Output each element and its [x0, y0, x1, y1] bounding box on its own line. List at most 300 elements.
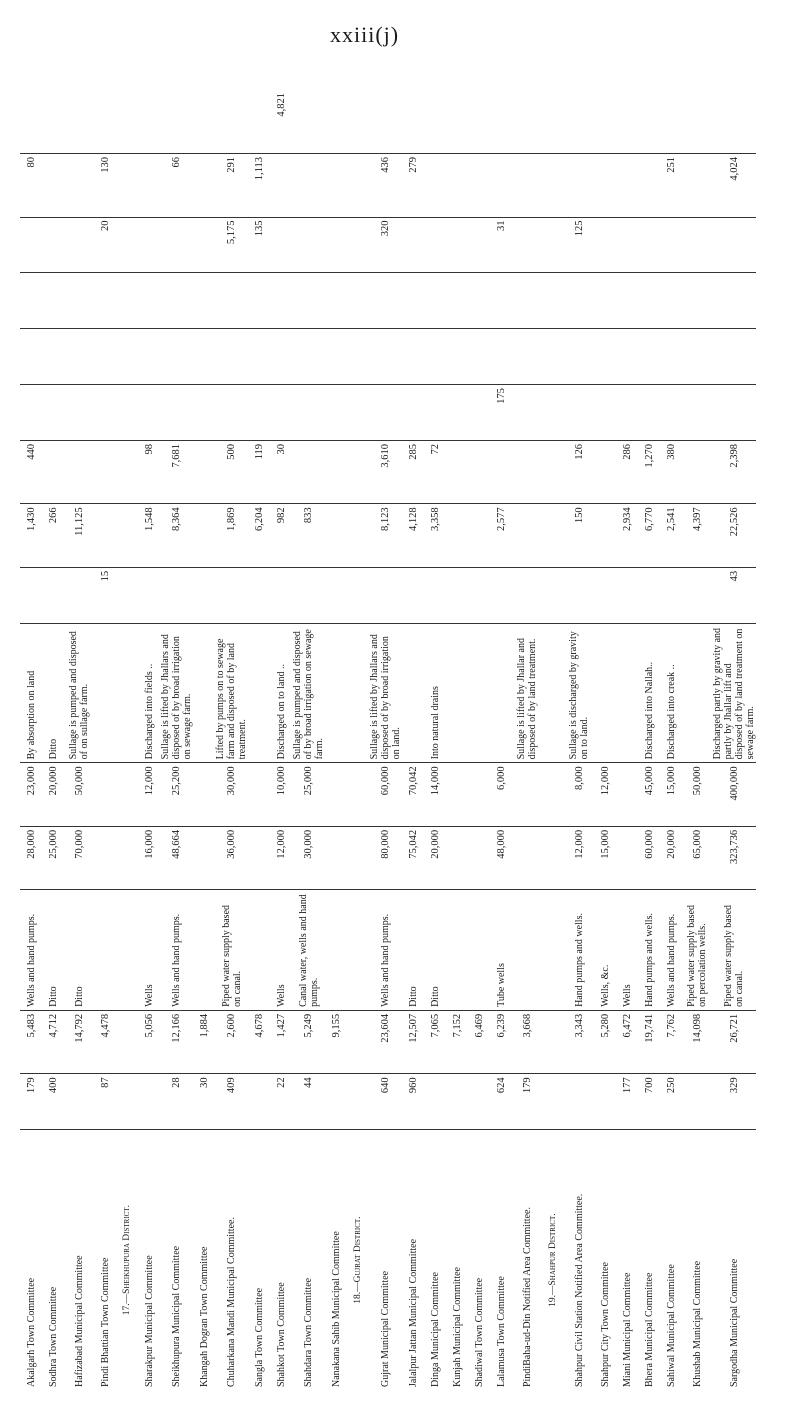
empty-cell	[215, 90, 248, 154]
disposal-method-cell: Sullage is lifted by Jhallar and disposed of by land treatment.	[512, 623, 542, 763]
empty-cell	[594, 1074, 616, 1130]
value-cell: 5,280	[594, 1010, 616, 1073]
committee-name: Chuharkana Mandi Municipal Committee.	[215, 1130, 248, 1390]
water-source-cell: Wells	[138, 890, 160, 1011]
value-cell: 22	[270, 1074, 292, 1130]
value-cell: 700	[638, 1074, 660, 1130]
empty-cell	[138, 90, 160, 154]
empty-cell	[638, 217, 660, 273]
empty-cell	[542, 90, 564, 154]
value-cell: 286	[616, 440, 638, 503]
empty-cell	[542, 329, 564, 385]
value-cell: 30	[193, 1074, 215, 1130]
empty-cell	[193, 329, 215, 385]
value-cell: 2,600	[215, 1010, 248, 1073]
empty-cell	[638, 154, 660, 217]
empty-cell	[682, 1074, 712, 1130]
value-cell: 6,472	[616, 1010, 638, 1073]
empty-cell	[270, 154, 292, 217]
value-cell: 291	[215, 154, 248, 217]
table-row	[270, 90, 292, 1390]
empty-cell	[64, 440, 94, 503]
table-row	[616, 90, 638, 1390]
empty-cell	[160, 90, 193, 154]
empty-cell	[94, 329, 116, 385]
value-cell: 150	[564, 504, 594, 567]
empty-cell	[512, 440, 542, 503]
empty-cell	[292, 217, 325, 273]
empty-cell	[20, 273, 42, 329]
empty-cell	[468, 890, 490, 1011]
value-cell: 4,678	[248, 1010, 270, 1073]
value-cell: 126	[564, 440, 594, 503]
value-cell: 833	[292, 504, 325, 567]
empty-cell	[160, 329, 193, 385]
empty-cell	[446, 623, 468, 763]
empty-cell	[116, 826, 138, 889]
empty-cell	[193, 154, 215, 217]
empty-cell	[468, 385, 490, 441]
empty-cell	[325, 826, 347, 889]
table-row	[512, 90, 542, 1390]
empty-cell	[446, 273, 468, 329]
value-cell: 1,427	[270, 1010, 292, 1073]
empty-cell	[616, 90, 638, 154]
empty-cell	[292, 90, 325, 154]
value-cell: 10,000	[270, 763, 292, 826]
committee-name: Sheikhupura Municipal Committee	[160, 1130, 193, 1390]
water-source-cell: Wells	[616, 890, 638, 1011]
district-heading: 17.—Sheikhupura District.	[116, 1130, 138, 1390]
empty-cell	[347, 826, 369, 889]
table-row	[292, 90, 325, 1390]
empty-cell	[616, 763, 638, 826]
table-body	[20, 90, 756, 1390]
empty-cell	[446, 1074, 468, 1130]
empty-cell	[193, 567, 215, 623]
empty-cell	[325, 385, 347, 441]
empty-cell	[116, 154, 138, 217]
value-cell: 45,000	[638, 763, 660, 826]
empty-cell	[594, 567, 616, 623]
empty-cell	[94, 273, 116, 329]
municipal-sanitation-table	[20, 90, 756, 1390]
empty-cell	[682, 567, 712, 623]
committee-name: Shahkot Town Committee	[270, 1130, 292, 1390]
empty-cell	[542, 1010, 564, 1073]
value-cell: 12,000	[594, 763, 616, 826]
empty-cell	[116, 385, 138, 441]
committee-name: Shahdara Town Committee	[292, 1130, 325, 1390]
empty-cell	[682, 273, 712, 329]
empty-cell	[325, 440, 347, 503]
table-row	[660, 90, 682, 1390]
value-cell: 8,364	[160, 504, 193, 567]
value-cell: 500	[215, 440, 248, 503]
empty-cell	[325, 567, 347, 623]
empty-cell	[347, 1010, 369, 1073]
value-cell: 130	[94, 154, 116, 217]
committee-name: Sahiwal Municipal Committee	[660, 1130, 682, 1390]
value-cell: 400,000	[712, 763, 756, 826]
empty-cell	[138, 567, 160, 623]
value-cell: 3,343	[564, 1010, 594, 1073]
empty-cell	[20, 217, 42, 273]
value-cell: 14,000	[424, 763, 446, 826]
empty-cell	[542, 567, 564, 623]
value-cell: 70,000	[64, 826, 94, 889]
empty-cell	[325, 217, 347, 273]
empty-cell	[594, 440, 616, 503]
empty-cell	[94, 623, 116, 763]
empty-cell	[542, 1074, 564, 1130]
empty-cell	[42, 273, 64, 329]
value-cell: 14,792	[64, 1010, 94, 1073]
empty-cell	[116, 440, 138, 503]
value-cell: 1,270	[638, 440, 660, 503]
water-source-cell: Hand pumps and wells.	[638, 890, 660, 1011]
empty-cell	[248, 567, 270, 623]
value-cell: 65,000	[682, 826, 712, 889]
empty-cell	[193, 504, 215, 567]
empty-cell	[424, 90, 446, 154]
empty-cell	[468, 623, 490, 763]
water-source-cell: Ditto	[402, 890, 424, 1011]
table-row	[564, 90, 594, 1390]
empty-cell	[64, 90, 94, 154]
empty-cell	[64, 217, 94, 273]
empty-cell	[712, 90, 756, 154]
value-cell: 982	[270, 504, 292, 567]
empty-cell	[347, 217, 369, 273]
empty-cell	[594, 273, 616, 329]
empty-cell	[116, 90, 138, 154]
empty-cell	[616, 273, 638, 329]
empty-cell	[193, 763, 215, 826]
empty-cell	[616, 826, 638, 889]
value-cell: 43	[712, 567, 756, 623]
value-cell: 8,000	[564, 763, 594, 826]
empty-cell	[215, 329, 248, 385]
empty-cell	[193, 273, 215, 329]
empty-cell	[490, 90, 512, 154]
disposal-method-cell: By absorption on land	[20, 623, 42, 763]
disposal-method-cell: Into natural drains	[424, 623, 446, 763]
value-cell: 380	[660, 440, 682, 503]
water-source-cell: Hand pumps and wells.	[564, 890, 594, 1011]
empty-cell	[347, 567, 369, 623]
empty-cell	[660, 329, 682, 385]
empty-cell	[402, 329, 424, 385]
empty-cell	[248, 890, 270, 1011]
value-cell: 36,000	[215, 826, 248, 889]
value-cell: 4,712	[42, 1010, 64, 1073]
committee-name: Sodhra Town Committee	[42, 1130, 64, 1390]
value-cell: 60,000	[369, 763, 402, 826]
empty-cell	[638, 567, 660, 623]
table-row	[490, 90, 512, 1390]
empty-cell	[347, 504, 369, 567]
value-cell: 1,884	[193, 1010, 215, 1073]
empty-cell	[42, 154, 64, 217]
empty-cell	[682, 217, 712, 273]
value-cell: 7,065	[424, 1010, 446, 1073]
table-row	[215, 90, 248, 1390]
empty-cell	[542, 154, 564, 217]
empty-cell	[116, 763, 138, 826]
water-source-cell: Tube wells	[490, 890, 512, 1011]
empty-cell	[638, 273, 660, 329]
empty-cell	[616, 385, 638, 441]
empty-cell	[292, 440, 325, 503]
water-source-cell: Piped water supply based on canal.	[712, 890, 756, 1011]
empty-cell	[347, 623, 369, 763]
empty-cell	[424, 329, 446, 385]
water-source-cell: Wells	[270, 890, 292, 1011]
value-cell: 66	[160, 154, 193, 217]
empty-cell	[446, 504, 468, 567]
table-row	[468, 90, 490, 1390]
value-cell: 440	[20, 440, 42, 503]
value-cell: 19,741	[638, 1010, 660, 1073]
empty-cell	[468, 567, 490, 623]
committee-name: Shahpur City Town Committee	[594, 1130, 616, 1390]
value-cell: 30,000	[292, 826, 325, 889]
table-row	[193, 90, 215, 1390]
empty-cell	[682, 623, 712, 763]
empty-cell	[446, 440, 468, 503]
value-cell: 175	[490, 385, 512, 441]
value-cell: 329	[712, 1074, 756, 1130]
empty-cell	[564, 90, 594, 154]
value-cell: 4,128	[402, 504, 424, 567]
value-cell: 251	[660, 154, 682, 217]
empty-cell	[64, 273, 94, 329]
value-cell: 3,610	[369, 440, 402, 503]
empty-cell	[94, 763, 116, 826]
empty-cell	[116, 623, 138, 763]
empty-cell	[193, 90, 215, 154]
empty-cell	[638, 90, 660, 154]
empty-cell	[347, 154, 369, 217]
committee-name: PindiBaha-ud-Din Notified Area Committee.	[512, 1130, 542, 1390]
disposal-method-cell: Sullage is pumped and disposed of by broad irrigation on sewage farm.	[292, 623, 325, 763]
empty-cell	[616, 329, 638, 385]
committee-name: Dinga Municipal Committee	[424, 1130, 446, 1390]
value-cell: 1,548	[138, 504, 160, 567]
table-row	[682, 90, 712, 1390]
empty-cell	[638, 385, 660, 441]
empty-cell	[512, 826, 542, 889]
value-cell: 177	[616, 1074, 638, 1130]
committee-name: Shahpur Civil Station Notified Area Committee.	[564, 1130, 594, 1390]
empty-cell	[660, 385, 682, 441]
value-cell: 12,166	[160, 1010, 193, 1073]
empty-cell	[270, 567, 292, 623]
value-cell: 409	[215, 1074, 248, 1130]
empty-cell	[347, 890, 369, 1011]
empty-cell	[468, 504, 490, 567]
value-cell: 72	[424, 440, 446, 503]
empty-cell	[248, 623, 270, 763]
document-page	[0, 90, 800, 1400]
value-cell: 12,507	[402, 1010, 424, 1073]
committee-name: Shadiwal Town Committee	[468, 1130, 490, 1390]
value-cell: 5,175	[215, 217, 248, 273]
empty-cell	[616, 567, 638, 623]
table-row	[594, 90, 616, 1390]
table-row	[638, 90, 660, 1390]
value-cell: 266	[42, 504, 64, 567]
value-cell: 30	[270, 440, 292, 503]
empty-cell	[682, 90, 712, 154]
empty-cell	[512, 90, 542, 154]
value-cell: 15,000	[594, 826, 616, 889]
empty-cell	[42, 329, 64, 385]
table-row	[248, 90, 270, 1390]
empty-cell	[193, 623, 215, 763]
value-cell: 2,541	[660, 504, 682, 567]
empty-cell	[402, 623, 424, 763]
value-cell: 7,762	[660, 1010, 682, 1073]
value-cell: 28,000	[20, 826, 42, 889]
empty-cell	[402, 90, 424, 154]
water-source-cell: Wells and hand pumps.	[369, 890, 402, 1011]
empty-cell	[660, 90, 682, 154]
empty-cell	[542, 763, 564, 826]
empty-cell	[594, 329, 616, 385]
empty-cell	[248, 826, 270, 889]
district-heading: 18.—Gujrat District.	[347, 1130, 369, 1390]
empty-cell	[292, 154, 325, 217]
empty-cell	[468, 440, 490, 503]
value-cell: 98	[138, 440, 160, 503]
value-cell: 624	[490, 1074, 512, 1130]
value-cell: 3,358	[424, 504, 446, 567]
value-cell: 4,397	[682, 504, 712, 567]
value-cell: 14,098	[682, 1010, 712, 1073]
empty-cell	[446, 385, 468, 441]
table-row	[446, 90, 468, 1390]
empty-cell	[193, 826, 215, 889]
empty-cell	[512, 217, 542, 273]
empty-cell	[424, 567, 446, 623]
value-cell: 250	[660, 1074, 682, 1130]
empty-cell	[490, 329, 512, 385]
empty-cell	[594, 217, 616, 273]
empty-cell	[616, 217, 638, 273]
empty-cell	[270, 273, 292, 329]
empty-cell	[138, 217, 160, 273]
table-row	[424, 90, 446, 1390]
empty-cell	[424, 1074, 446, 1130]
empty-cell	[292, 329, 325, 385]
empty-cell	[616, 623, 638, 763]
empty-cell	[660, 273, 682, 329]
empty-cell	[564, 385, 594, 441]
empty-cell	[682, 385, 712, 441]
table-row	[20, 90, 42, 1390]
district-heading: 19.—Shahpur District.	[542, 1130, 564, 1390]
empty-cell	[542, 890, 564, 1011]
empty-cell	[347, 329, 369, 385]
empty-cell	[369, 273, 402, 329]
empty-cell	[446, 217, 468, 273]
empty-cell	[594, 623, 616, 763]
disposal-method-cell: Sullage is discharged by gravity on to land.	[564, 623, 594, 763]
empty-cell	[468, 90, 490, 154]
committee-name: Gujrat Municipal Committee	[369, 1130, 402, 1390]
value-cell: 30,000	[215, 763, 248, 826]
empty-cell	[94, 90, 116, 154]
value-cell: 20,000	[660, 826, 682, 889]
empty-cell	[193, 890, 215, 1011]
empty-cell	[347, 440, 369, 503]
empty-cell	[116, 273, 138, 329]
empty-cell	[564, 154, 594, 217]
empty-cell	[325, 329, 347, 385]
empty-cell	[594, 154, 616, 217]
empty-cell	[193, 217, 215, 273]
empty-cell	[94, 890, 116, 1011]
value-cell: 75,042	[402, 826, 424, 889]
value-cell: 4,821	[275, 93, 287, 117]
value-cell: 20	[94, 217, 116, 273]
value-cell: 285	[402, 440, 424, 503]
empty-cell	[215, 385, 248, 441]
empty-cell	[446, 763, 468, 826]
empty-cell	[682, 440, 712, 503]
water-source-cell: Ditto	[42, 890, 64, 1011]
empty-cell	[446, 567, 468, 623]
table-row	[64, 90, 94, 1390]
empty-cell	[490, 567, 512, 623]
value-cell: 2,577	[490, 504, 512, 567]
water-source-cell: Wells and hand pumps.	[20, 890, 42, 1011]
empty-cell	[490, 273, 512, 329]
water-source-cell: Piped water supply based on canal.	[215, 890, 248, 1011]
value-cell: 48,000	[490, 826, 512, 889]
empty-cell	[512, 504, 542, 567]
empty-cell	[369, 329, 402, 385]
value-cell: 1,869	[215, 504, 248, 567]
empty-cell	[215, 567, 248, 623]
value-cell: 436	[369, 154, 402, 217]
empty-cell	[468, 1074, 490, 1130]
empty-cell	[512, 385, 542, 441]
value-cell: 320	[369, 217, 402, 273]
value-cell: 28	[160, 1074, 193, 1130]
value-cell: 8,123	[369, 504, 402, 567]
empty-cell	[42, 217, 64, 273]
empty-cell	[446, 329, 468, 385]
empty-cell	[42, 385, 64, 441]
value-cell: 50,000	[64, 763, 94, 826]
empty-cell	[542, 826, 564, 889]
empty-cell	[270, 217, 292, 273]
empty-cell	[160, 567, 193, 623]
value-cell: 6,204	[248, 504, 270, 567]
value-cell: 15	[94, 567, 116, 623]
empty-cell	[468, 154, 490, 217]
value-cell: 31	[490, 217, 512, 273]
empty-cell	[468, 217, 490, 273]
empty-cell	[369, 90, 402, 154]
empty-cell	[468, 273, 490, 329]
value-cell: 1,113	[248, 154, 270, 217]
empty-cell	[248, 273, 270, 329]
water-source-cell: Wells and hand pumps.	[160, 890, 193, 1011]
